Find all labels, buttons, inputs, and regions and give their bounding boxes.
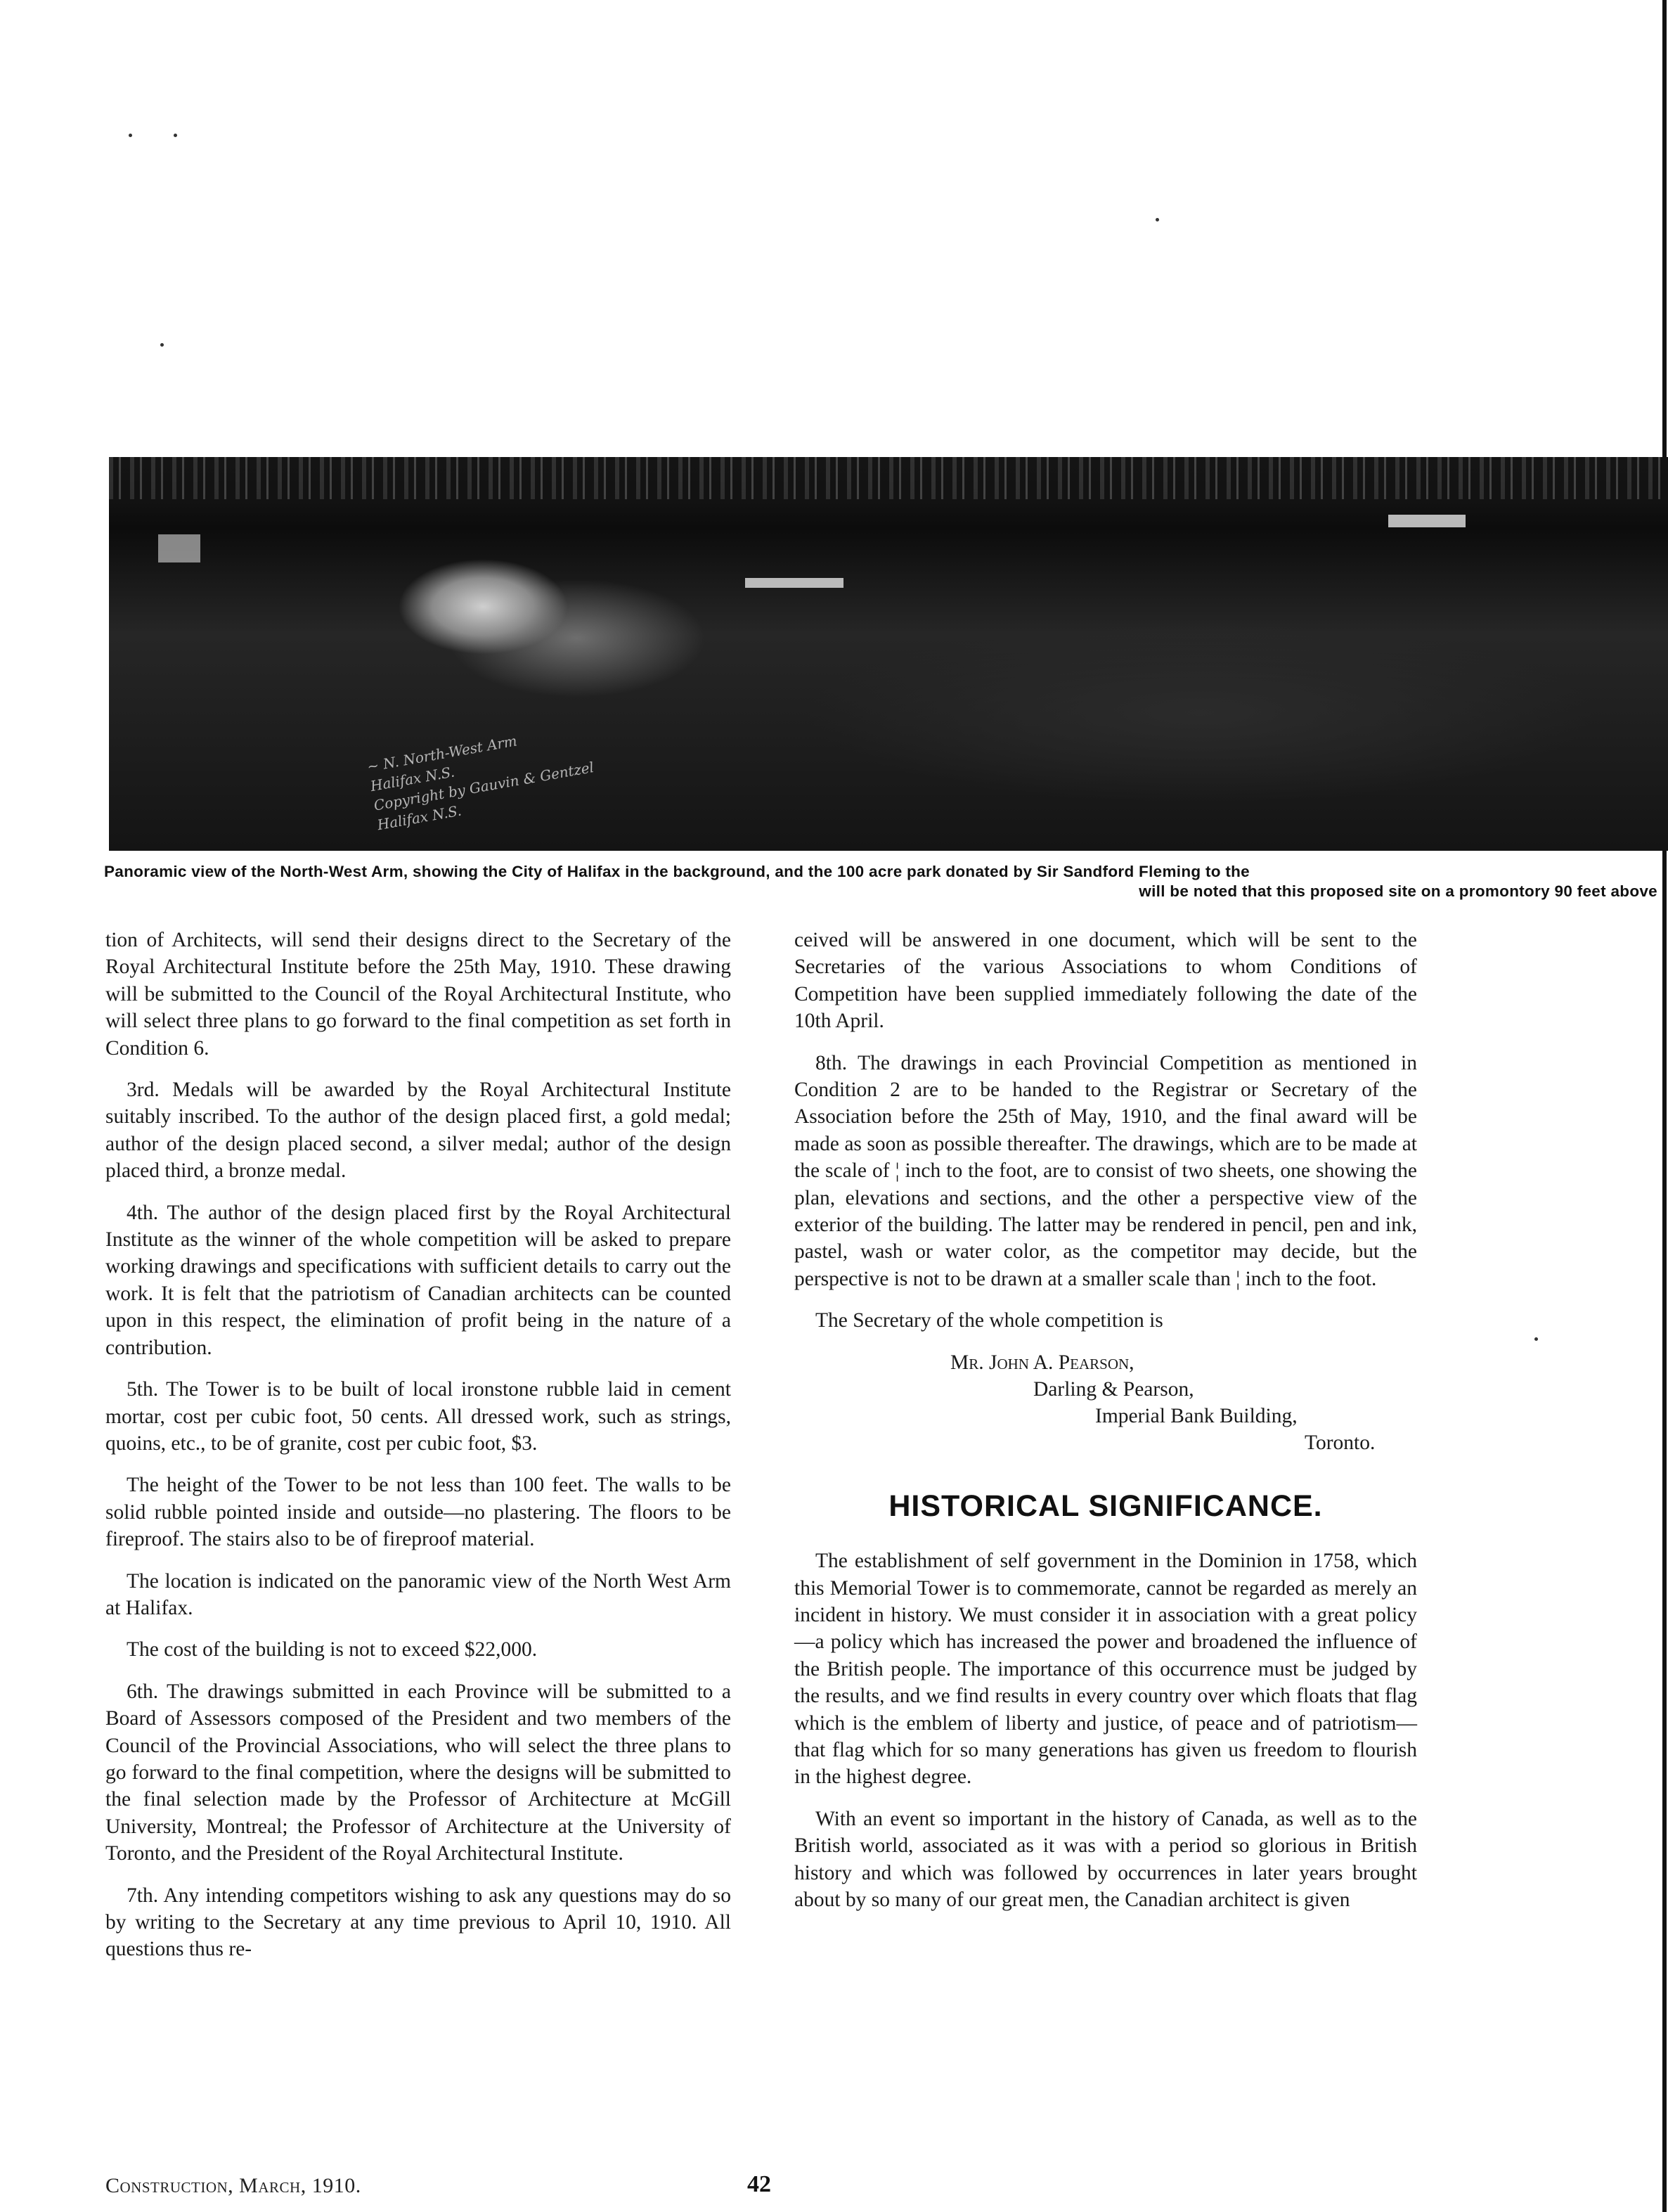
page-edge-shadow [1662,0,1667,2212]
speck [1534,1337,1538,1341]
footer-publication: Construction, March, 1910. [105,2174,361,2197]
caption-line-2: will be noted that this proposed site on a promontory 90 feet above [1139,882,1657,900]
left-column [105,927,731,1978]
address-building: Imperial Bank Building, [1095,1404,1298,1427]
paragraph: With an event so important in the history of Canada, as well as to the British world, associated as it was with a period so glorious in British history and which was followed by occurrences in later years brought about by so many of our great men, the Canadian architect is given [794,1807,1417,1911]
page-number: 42 [747,2171,771,2197]
caption-line-1: Panoramic view of the North-West Arm, showing the City of Halifax in the background, and the 100 acre park donated by Sir Sandford Fleming to the [104,863,1250,880]
section-heading: HISTORICAL SIGNIFICANCE. [888,1488,1323,1523]
paragraph: 5th. The Tower is to be built of local ironstone rubble laid in cement mortar, cost per cubic foot, 50 cents. All dressed work, such as strings, quoins, etc., to be of granite, cost per cubic foot, $3. [105,1378,731,1455]
paragraph: tion of Architects, will send their designs direct to the Secretary of the Royal Architectural Institute before the 25th May, 1910. These drawing will be submitted to the Council of the Royal Architectural Institute, who will select three plans to go forward to the final competition as set forth in Condition 6. [105,929,731,1060]
paragraph: 8th. The drawings in each Provincial Competition as mentioned in Condition 2 are to be handed to the Registrar or Secretary of the Association before the 25th of May, 1910, and the final award will be made as soon as possible thereafter. The drawings, which are to be made at the scale of ¦ inch to the foot, are to consist of two sheets, one showing the plan, elevations and sections, and the other a perspective view of the exterior of the building. The latter may be rendered in pencil, pen and ink, pastel, wash or water color, as the competitor may decide, but the perspective is not to be drawn at a smaller scale than ¦ inch to the foot. [794,1051,1417,1290]
paragraph: 4th. The author of the design placed first by the Royal Architectural Institute as the winner of the whole competition will be asked to prepare working drawings and specifications with sufficient details to carry out the work. It is felt that the patriotism of Canadian architects can be counted upon in this respect, the elimination of profit being in the nature of a contribution. [105,1201,731,1359]
paragraph: The establishment of self government in the Dominion in 1758, which this Memorial Tower is to commemorate, cannot be regarded as merely an incident in history. We must consider it in association with a great policy—a policy which has increased the power and broadened the influence of the British people. The importance of this occurrence must be judged by the results, and we find results in every country over which floats that flag which is the emblem of liberty and justice, of peace and of patriotism—that flag which for so many generations has given us freedom to flourish in the highest degree. [794,1550,1417,1789]
panoramic-photo [109,457,1668,851]
address-firm: Darling & Pearson, [1033,1377,1194,1401]
speck [129,134,132,137]
photo-building [1388,515,1466,527]
paragraph: The location is indicated on the panoramic view of the North West Arm at Halifax. [105,1569,731,1619]
address-city: Toronto. [1305,1431,1376,1454]
secretary-address [794,1349,1417,1456]
right-column [794,927,1417,1928]
photo-skyline [109,457,1668,499]
paragraph: 6th. The drawings submitted in each Province will be submitted to a Board of Assessors composed of the President and two members of the Council of the Provincial Associations, who will select the three plans to go forward to the final competition, where the designs will be submitted to the final selection made by the Professor of Architecture at McGill University, Montreal; the Professor of Architecture at the University of Toronto, and the President of the Royal Architectural Institute. [105,1680,731,1865]
speck [160,343,164,347]
paragraph: The height of the Tower to be not less than 100 feet. The walls to be solid rubble pointed inside and outside—no plastering. The floors to be fireproof. The stairs also to be of fireproof material. [105,1474,731,1551]
photo-copyright-inscription: ~ N. North-West Arm Halifax N.S. Copyright by Gauvin & Gentzel Halifax N.S. [366,732,595,834]
address-name: Mr. John A. Pearson, [950,1351,1134,1374]
paragraph: 3rd. Medals will be awarded by the Royal Architectural Institute suitably inscribed. To the author of the design placed first, a gold medal; author of the design placed second, a silver medal; author of the design placed third, a bronze medal. [105,1079,731,1183]
paragraph: ceived will be answered in one document, which will be sent to the Secretaries of the various Associations to whom Conditions of Competition have been supplied immediately following the date of the 10th April. [794,929,1417,1033]
paragraph: The Secretary of the whole competition is [815,1309,1163,1332]
speck [174,134,177,137]
paragraph: The cost of the building is not to exceed $22,000. [127,1638,538,1661]
photo-building [745,578,843,588]
photo-caption [104,862,1657,901]
speck [1156,218,1159,221]
paragraph: 7th. Any intending competitors wishing to ask any questions may do so by writing to the Secretary at any time previous to April 10, 1910. All questions thus re- [105,1884,731,1961]
photo-building [158,534,200,562]
